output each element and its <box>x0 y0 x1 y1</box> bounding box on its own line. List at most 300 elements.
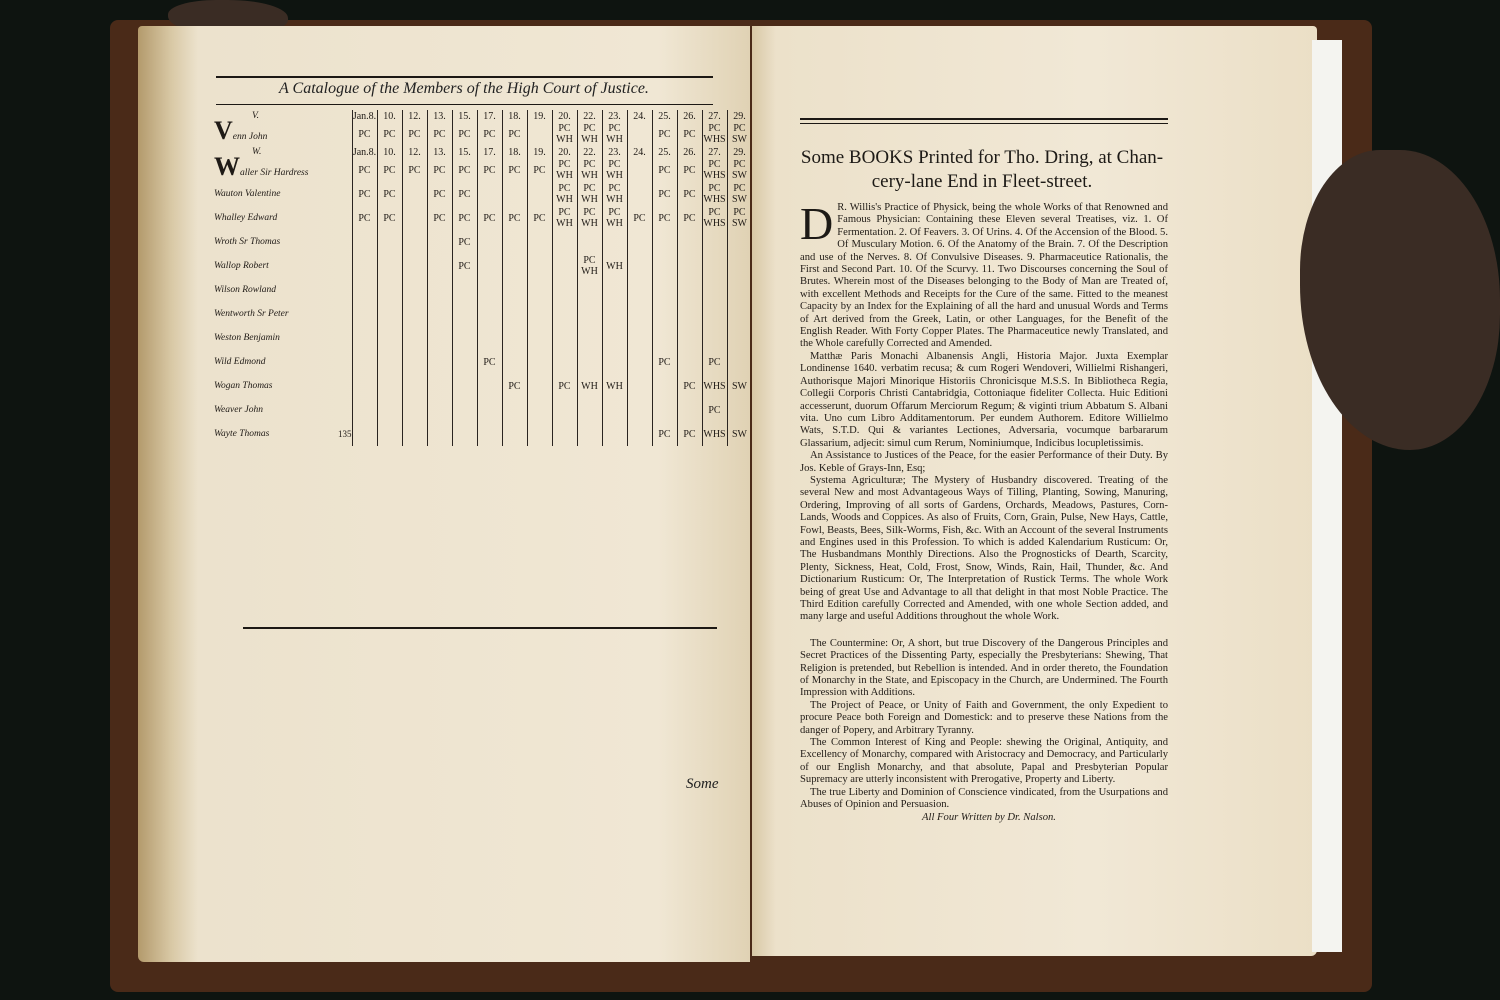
attendance-cell <box>702 350 727 374</box>
attendance-cell <box>377 254 402 278</box>
attendance-mark: PC <box>658 212 671 224</box>
attendance-mark: PC <box>483 128 496 140</box>
attendance-mark: PC <box>508 212 521 224</box>
attendance-cell <box>652 326 677 350</box>
attendance-mark: SW <box>732 170 747 181</box>
attendance-cell <box>352 230 377 254</box>
attendance-mark: PC <box>433 212 446 224</box>
member-name <box>214 116 338 146</box>
attendance-cell <box>627 254 652 278</box>
attendance-mark: WH <box>606 170 623 181</box>
running-head: A Catalogue of the Members of the High Court of Justice. <box>279 80 649 97</box>
attendance-cell <box>377 374 402 398</box>
attendance-mark: WH <box>556 170 573 181</box>
top-rule-right <box>800 118 1168 120</box>
attendance-cell <box>677 398 702 422</box>
attendance-mark: WH <box>606 218 623 229</box>
attendance-cell <box>527 422 552 446</box>
attendance-cell <box>727 206 752 230</box>
attendance-mark: WH <box>581 266 598 277</box>
attendance-cell <box>602 122 627 146</box>
attendance-cell <box>527 374 552 398</box>
attendance-cell <box>727 158 752 182</box>
attendance-cell <box>502 158 527 182</box>
drop-capital: D <box>800 198 834 249</box>
attendance-mark: PC <box>458 164 471 176</box>
attendance-cell <box>702 230 727 254</box>
attendance-cell <box>652 350 677 374</box>
attendance-cell <box>577 422 602 446</box>
table-row <box>214 122 752 146</box>
attendance-cell <box>702 278 727 302</box>
attendance-cell <box>552 398 577 422</box>
attendance-top: PC <box>608 159 621 170</box>
book-entry: The Countermine: Or, A short, but true Discovery of the Dangerous Principles and Secret Practices of the Dissenting Party, especially the Presbyterians: Shewing, That Religion is pretended, but Rebellion is intended. And in order thereto, the Foundation of Monarchy in the State, and Episcopacy in the Church, are Undermined. The Fourth Impression with Additions. <box>800 637 1168 699</box>
member-name <box>214 398 338 422</box>
attendance-cell <box>727 422 752 446</box>
attendance-mark: PC <box>683 164 696 176</box>
attendance-mark: WH <box>556 218 573 229</box>
date-header: 27. <box>702 110 727 122</box>
attendance-cell <box>477 230 502 254</box>
attendance-cell <box>727 182 752 206</box>
ad-title-line1: Some BOOKS Printed for Tho. Dring, at Chan- <box>800 147 1164 168</box>
attendance-top: PC <box>608 183 621 194</box>
attendance-cell <box>602 302 627 326</box>
attendance-mark: PC <box>358 188 371 200</box>
attendance-cell <box>702 182 727 206</box>
date-header: 27. <box>702 146 727 158</box>
attendance-mark: PC <box>508 380 521 392</box>
attendance-cell <box>677 278 702 302</box>
attendance-mark: PC <box>483 356 496 368</box>
table-row <box>214 206 752 230</box>
attendance-cell <box>627 206 652 230</box>
attendance-cell <box>677 182 702 206</box>
date-header: 23. <box>602 110 627 122</box>
attendance-cell <box>452 158 477 182</box>
attendance-cell <box>352 350 377 374</box>
attendance-cell <box>627 374 652 398</box>
attendance-cell <box>352 182 377 206</box>
member-number <box>338 206 352 230</box>
attendance-cell <box>477 158 502 182</box>
member-name-text: aller Sir Hardress <box>240 168 309 178</box>
table-row <box>214 398 752 422</box>
attendance-cell <box>477 122 502 146</box>
attendance-cell <box>377 302 402 326</box>
date-header: 25. <box>652 146 677 158</box>
attendance-cell <box>602 398 627 422</box>
attendance-cell <box>727 278 752 302</box>
attendance-cell <box>577 254 602 278</box>
attendance-cell <box>377 398 402 422</box>
attendance-cell <box>652 254 677 278</box>
attendance-cell <box>527 398 552 422</box>
attendance-mark: PC <box>533 164 546 176</box>
date-header: 17. <box>477 110 502 122</box>
attendance-cell <box>627 350 652 374</box>
table-row <box>214 374 752 398</box>
attendance-cell <box>552 230 577 254</box>
attendance-cell <box>702 326 727 350</box>
attendance-cell <box>652 206 677 230</box>
attendance-cell <box>727 350 752 374</box>
attendance-cell <box>727 374 752 398</box>
date-header: 24. <box>627 146 652 158</box>
attendance-cell <box>702 422 727 446</box>
attendance-mark: WH <box>606 194 623 205</box>
attendance-top: PC <box>733 159 746 170</box>
table-row <box>214 158 752 182</box>
attendance-cell <box>402 182 427 206</box>
member-name <box>214 206 338 230</box>
attendance-cell <box>477 278 502 302</box>
attendance-cell <box>377 206 402 230</box>
attendance-top: PC <box>558 207 571 218</box>
attendance-cell <box>352 278 377 302</box>
attendance-mark: PC <box>458 260 471 272</box>
attendance-cell <box>402 374 427 398</box>
attendance-mark: PC <box>383 128 396 140</box>
date-header: 29. <box>727 146 752 158</box>
under-head-rule <box>216 104 713 105</box>
attendance-mark: PC <box>358 128 371 140</box>
attendance-mark: WH <box>581 170 598 181</box>
attendance-mark: WH <box>581 380 598 392</box>
attendance-mark: PC <box>458 188 471 200</box>
member-name <box>214 152 338 182</box>
attendance-cell <box>652 374 677 398</box>
attendance-cell <box>427 326 452 350</box>
book-entry: The true Liberty and Dominion of Conscience vindicated, from the Usurpations and Abuses of Opinion and Persuasion. <box>800 786 1168 811</box>
attendance-cell <box>402 422 427 446</box>
attendance-mark: PC <box>408 164 421 176</box>
date-header: Jan.8. <box>352 110 377 122</box>
attendance-cell <box>652 422 677 446</box>
attendance-cell <box>577 374 602 398</box>
attendance-cell <box>477 422 502 446</box>
attendance-cell <box>352 206 377 230</box>
attendance-cell <box>727 302 752 326</box>
attendance-cell <box>452 230 477 254</box>
attendance-cell <box>427 374 452 398</box>
attendance-cell <box>427 302 452 326</box>
member-name-text: Wentworth Sr Peter <box>214 308 289 319</box>
attendance-mark: PC <box>458 212 471 224</box>
date-header: 10. <box>377 110 402 122</box>
attendance-top: PC <box>558 183 571 194</box>
attendance-top: PC <box>558 159 571 170</box>
attendance-cell <box>527 230 552 254</box>
attendance-cell <box>452 122 477 146</box>
attendance-cell <box>577 302 602 326</box>
table-row <box>214 182 752 206</box>
attendance-top: PC <box>733 183 746 194</box>
attendance-top: PC <box>733 123 746 134</box>
member-name-text: Wroth Sr Thomas <box>214 236 281 247</box>
attendance-cell <box>627 326 652 350</box>
attendance-mark: PC <box>458 236 471 248</box>
attendance-mark: PC <box>683 380 696 392</box>
date-header: 12. <box>402 110 427 122</box>
attendance-cell <box>577 398 602 422</box>
attendance-top: PC <box>583 183 596 194</box>
attendance-cell <box>602 278 627 302</box>
attendance-mark: WHS <box>703 194 726 205</box>
section-gap <box>800 624 1168 638</box>
attendance-cell <box>427 398 452 422</box>
book-entry: An Assistance to Justices of the Peace, for the easier Performance of their Duty. By Jos. Keble of Grays-Inn, Esq; <box>800 450 1168 474</box>
attendance-cell <box>477 398 502 422</box>
attendance-cell <box>577 326 602 350</box>
attendance-cell <box>552 374 577 398</box>
attendance-cell <box>502 302 527 326</box>
table-row <box>214 326 752 350</box>
attendance-cell <box>427 422 452 446</box>
attendance-cell <box>602 422 627 446</box>
attendance-top: PC <box>608 207 621 218</box>
attendance-mark: PC <box>708 404 721 416</box>
attendance-cell <box>577 206 602 230</box>
member-number <box>338 158 352 182</box>
attendance-cell <box>677 350 702 374</box>
attendance-cell <box>352 122 377 146</box>
attendance-cell <box>377 350 402 374</box>
attendance-mark: WHS <box>703 380 726 392</box>
attendance-cell <box>477 254 502 278</box>
attendance-cell <box>477 326 502 350</box>
attendance-mark: SW <box>732 194 747 205</box>
attendance-cell <box>677 254 702 278</box>
attendance-cell <box>377 422 402 446</box>
attendance-top: PC <box>708 159 721 170</box>
attendance-cell <box>552 326 577 350</box>
attendance-cell <box>427 254 452 278</box>
attendance-cell <box>377 182 402 206</box>
ad-title <box>792 146 1172 194</box>
attendance-cell <box>627 182 652 206</box>
drop-letter: V <box>214 116 233 145</box>
member-name-text: enn John <box>232 132 268 142</box>
attendance-cell <box>677 326 702 350</box>
members-table <box>214 110 752 446</box>
ad-title-line2: cery-lane End in Fleet-street. <box>871 171 1093 192</box>
num-cell <box>338 110 352 122</box>
member-number: 135 <box>338 428 352 439</box>
attendance-cell <box>377 326 402 350</box>
signoff: All Four Written by Dr. Nalson. <box>922 811 1056 823</box>
attendance-cell <box>602 230 627 254</box>
attendance-top: PC <box>708 183 721 194</box>
member-number <box>338 326 352 350</box>
attendance-cell <box>652 302 677 326</box>
attendance-cell <box>402 278 427 302</box>
date-header: 18. <box>502 110 527 122</box>
attendance-cell <box>452 398 477 422</box>
section-letter: W. <box>252 146 262 157</box>
date-header: 22. <box>577 146 602 158</box>
attendance-mark: PC <box>683 128 696 140</box>
attendance-cell <box>527 254 552 278</box>
attendance-cell <box>402 326 427 350</box>
attendance-cell <box>452 326 477 350</box>
attendance-cell <box>552 422 577 446</box>
member-name <box>214 422 338 446</box>
attendance-cell <box>677 374 702 398</box>
attendance-mark: PC <box>358 164 371 176</box>
member-name-text: Wilson Rowland <box>214 284 277 295</box>
drop-letter: W <box>214 152 240 181</box>
attendance-top: PC <box>558 380 571 392</box>
attendance-mark: PC <box>658 164 671 176</box>
attendance-mark: PC <box>658 128 671 140</box>
attendance-cell <box>627 302 652 326</box>
member-number <box>338 278 352 302</box>
attendance-top: PC <box>708 207 721 218</box>
member-number <box>338 398 352 422</box>
top-rule-right-2 <box>800 123 1168 124</box>
date-header: 13. <box>427 110 452 122</box>
attendance-cell <box>727 122 752 146</box>
attendance-cell <box>402 230 427 254</box>
table-row <box>214 230 752 254</box>
attendance-cell <box>502 206 527 230</box>
attendance-cell <box>527 206 552 230</box>
attendance-mark: SW <box>732 428 747 440</box>
attendance-mark: PC <box>508 164 521 176</box>
attendance-cell <box>402 350 427 374</box>
attendance-cell <box>577 122 602 146</box>
attendance-cell <box>377 158 402 182</box>
attendance-mark: WH <box>581 218 598 229</box>
attendance-cell <box>477 182 502 206</box>
attendance-mark: SW <box>732 380 747 392</box>
attendance-cell <box>527 122 552 146</box>
attendance-mark: PC <box>483 212 496 224</box>
attendance-cell <box>577 182 602 206</box>
attendance-mark: PC <box>383 164 396 176</box>
attendance-cell <box>652 182 677 206</box>
member-number <box>338 122 352 146</box>
attendance-cell <box>552 158 577 182</box>
attendance-cell <box>477 302 502 326</box>
attendance-cell <box>452 278 477 302</box>
attendance-mark: PC <box>683 428 696 440</box>
member-name-text: Wild Edmond <box>214 356 266 367</box>
attendance-cell <box>627 230 652 254</box>
member-name <box>214 254 338 278</box>
date-header: 13. <box>427 146 452 158</box>
member-number <box>338 230 352 254</box>
member-name-text: Whalley Edward <box>214 212 278 223</box>
attendance-cell <box>452 350 477 374</box>
attendance-cell <box>527 302 552 326</box>
date-header: 19. <box>527 146 552 158</box>
attendance-cell <box>727 230 752 254</box>
date-header: 26. <box>677 146 702 158</box>
table-row <box>214 422 752 446</box>
book-entry: Matthæ Paris Monachi Albanensis Angli, Historia Major. Juxta Exemplar Londinense 1640. verbatim recusa; & cum Rogeri Wendoveri, Willielmi Rishangeri, Authorisque Majori Minorique Historiis Chronicisque M.S.S. In Bibliotheca Regia, Collegii Corporis Christi Cantabridgia, Cottoniaque fideliter Collecta. Huic Editioni accesserunt, duorum Offarum Merciorum Regum; & viginti trium Abbatum S. Albani vita. Uno cum Libro Additamentorum. Per eundem Authorem. Editore Willielmo Wats, S.T.D. Qui & variantes Lectiones, Adversaria, vocumque barbararum Glassarium, adjecit: simul cum Rerum, Nominiumque, Indicibus locupletissimis. <box>800 350 1168 449</box>
attendance-cell <box>352 374 377 398</box>
attendance-cell <box>552 254 577 278</box>
attendance-mark: WH <box>581 194 598 205</box>
book-entry: R. Willis's Practice of Physick, being the whole Works of that Renowned and Famous Physician: Containing these Eleven several Treatises, viz. 1. Of Fermentation. 2. Of Feavers. 3. Of Urins. 4. Of the Accension of the Blood. 5. Of Musculary Motion. 6. Of the Anatomy of the Brain. 7. Of the Description and use of the Nerves. 8. Of Convulsive Diseases. 9. Pharmaceutice Rationalis, the First and Second Part. 10. Of the Scurvy. 11. Two Discourses concerning the Soul of Brutes. Wherein most of the Diseases belonging to the Body of Man are Treated of, with excellent Methods and Receipts for the Cure of the same. Fitted to the meanest Capacity by an Index for the Explaining of all the hard and unusual Words and Terms of Art derived from the Greek, Latin, or other Languages, for the Benefit of the English Reader. With Forty Copper Plates. The Pharmaceutice newly Translated, and the Whole carefully Corrected and Amended. <box>800 202 1168 350</box>
attendance-mark: PC <box>683 212 696 224</box>
date-header: 10. <box>377 146 402 158</box>
attendance-cell <box>577 230 602 254</box>
member-number <box>338 374 352 398</box>
attendance-cell <box>702 302 727 326</box>
attendance-cell <box>352 254 377 278</box>
date-header: 24. <box>627 110 652 122</box>
member-name-text: Wogan Thomas <box>214 380 273 391</box>
attendance-cell <box>402 122 427 146</box>
member-number <box>338 350 352 374</box>
date-header: Jan.8. <box>352 146 377 158</box>
attendance-mark: WH <box>581 134 598 145</box>
attendance-mark: WHS <box>703 428 726 440</box>
attendance-cell <box>502 122 527 146</box>
member-name-text: Weaver John <box>214 404 263 415</box>
attendance-cell <box>377 278 402 302</box>
attendance-mark: PC <box>433 188 446 200</box>
attendance-cell <box>527 182 552 206</box>
member-name <box>214 374 338 398</box>
attendance-cell <box>427 206 452 230</box>
attendance-cell <box>577 158 602 182</box>
attendance-mark: WHS <box>703 170 726 181</box>
member-name <box>214 230 338 254</box>
attendance-cell <box>352 326 377 350</box>
attendance-cell <box>427 230 452 254</box>
attendance-cell <box>377 122 402 146</box>
top-rule-left <box>216 76 713 78</box>
member-name <box>214 182 338 206</box>
attendance-cell <box>552 182 577 206</box>
attendance-cell <box>727 326 752 350</box>
header-row <box>214 146 752 158</box>
member-name-text: Wallop Robert <box>214 260 269 271</box>
attendance-cell <box>402 158 427 182</box>
attendance-cell <box>427 278 452 302</box>
attendance-mark: PC <box>483 164 496 176</box>
attendance-cell <box>352 158 377 182</box>
attendance-cell <box>677 302 702 326</box>
attendance-mark: WH <box>606 380 623 392</box>
attendance-cell <box>652 230 677 254</box>
attendance-top: PC <box>583 207 596 218</box>
attendance-cell <box>427 122 452 146</box>
attendance-top: PC <box>558 123 571 134</box>
attendance-cell <box>452 422 477 446</box>
attendance-cell <box>352 302 377 326</box>
attendance-cell <box>677 122 702 146</box>
attendance-mark: PC <box>708 356 721 368</box>
attendance-cell <box>502 278 527 302</box>
date-header: 17. <box>477 146 502 158</box>
attendance-cell <box>702 122 727 146</box>
attendance-cell <box>552 350 577 374</box>
attendance-cell <box>502 374 527 398</box>
attendance-cell <box>502 326 527 350</box>
attendance-cell <box>677 422 702 446</box>
attendance-cell <box>677 158 702 182</box>
attendance-cell <box>652 398 677 422</box>
attendance-cell <box>427 350 452 374</box>
attendance-mark: WH <box>606 134 623 145</box>
table-row <box>214 278 752 302</box>
